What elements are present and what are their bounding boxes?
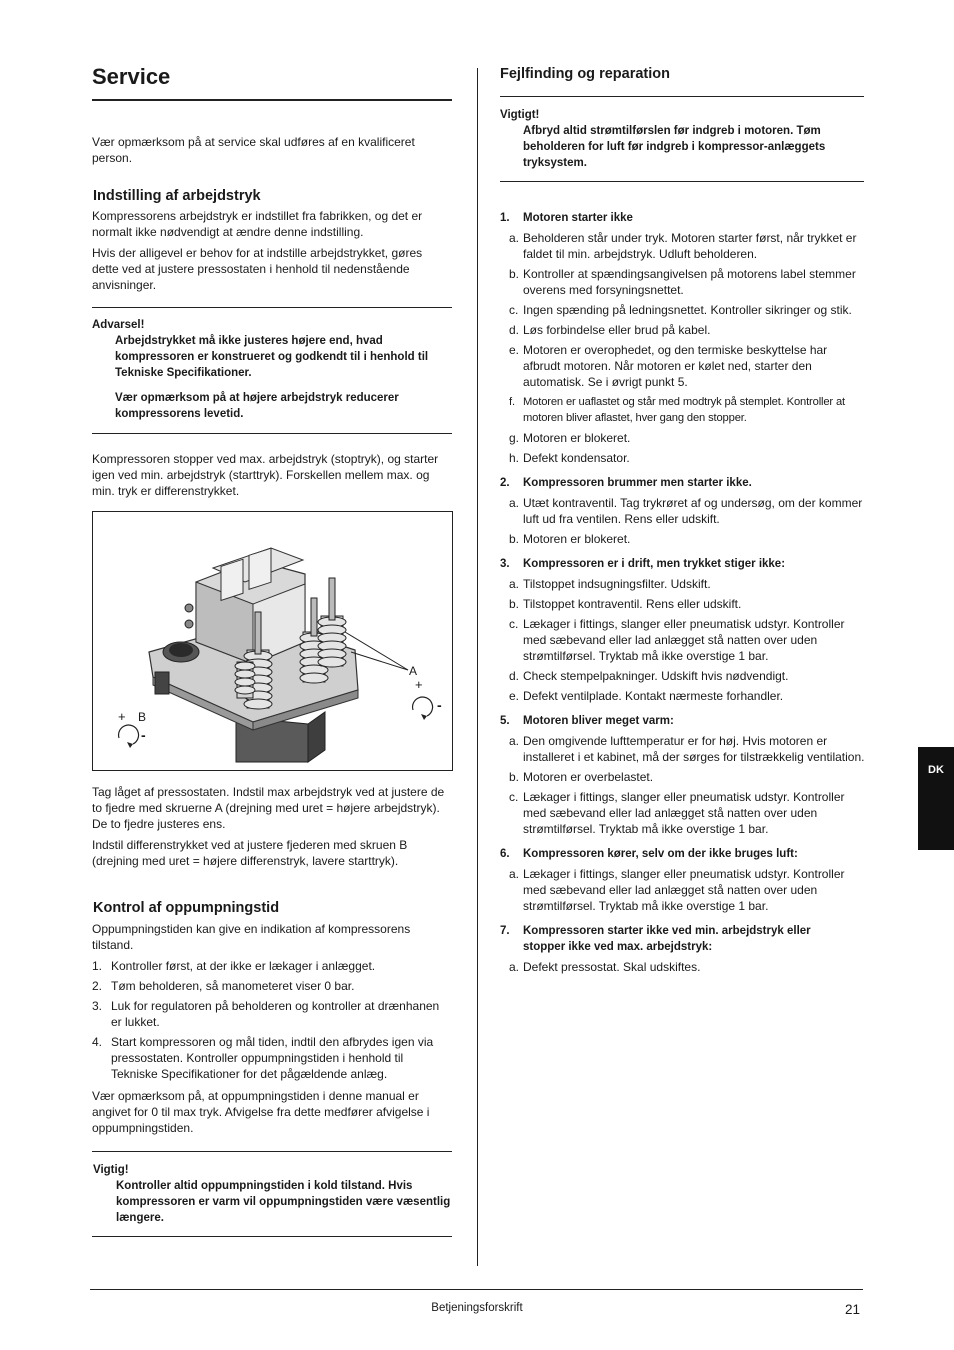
working-pressure-p2: Hvis der alligevel er behov for at indstille arbejdstrykket, gøres dette ved at justere pressostaten i henhold til nedenstående anvisninger.: [92, 246, 423, 292]
label-screw-b: B: [138, 710, 147, 724]
warning-rule-bottom: [92, 433, 452, 434]
troubleshooting-rule-top: [500, 96, 864, 97]
fault-heading: 6. Kompressoren kører, selv om der ikke bruges luft:: [500, 848, 798, 860]
label-minus-b: -: [141, 727, 146, 743]
label-minus-a: -: [437, 697, 442, 713]
list-item: a. Lækager i fittings, slanger eller pneumatisk udstyr. Kontroller med sæbevand eller lad anlægget stå natten over uden strømtilførsel. Tryktab må ikke overstige 1 bar.: [509, 867, 845, 913]
list-item: 3. Luk for regulatoren på beholderen og kontroller at drænhanen er lukket.: [92, 999, 440, 1029]
footer-rule: [90, 1289, 863, 1290]
list-item: c. Lækager i fittings, slanger eller pneumatisk udstyr. Kontroller med sæbevand eller lad anlægget stå natten over uden strømtilførsel. Tryktab må ikke overstige 1 bar.: [509, 790, 845, 836]
important-body: Kontroller altid oppumpningstiden i kold tilstand. Hvis kompressoren er varm vil oppumpningstiden være væsentlig længere.: [116, 1180, 451, 1224]
fault-items: [500, 576, 866, 704]
fault-items: [500, 866, 866, 914]
warning-line-1: Arbejdstrykket må ikke justeres højere end, hvad kompressoren er konstrueret og godkendt til i henhold til Tekniske Specifikationer.: [115, 335, 429, 379]
list-item: 1. Kontroller først, at der ikke er lækager i anlægget.: [92, 959, 376, 973]
pump-up-intro: Oppumpningstiden kan give en indikation af kompressorens tilstand.: [92, 922, 411, 952]
list-item: c. Ingen spænding på ledningsnettet. Kontroller sikringer og stik.: [509, 303, 852, 317]
pressure-switch-figure: [92, 511, 453, 771]
heading-troubleshooting: Fejlfinding og reparation: [500, 66, 670, 82]
list-item: a. Den omgivende lufttemperatur er for høj. Hvis motoren er installeret i et kabinet, må der sørges for tilstrækkelig ventilation.: [509, 734, 865, 764]
title-rule: [92, 99, 452, 101]
list-item: b. Tilstoppet kontraventil. Rens eller udskift.: [509, 597, 742, 611]
page-title: Service: [92, 64, 171, 89]
list-item: 2. Tøm beholderen, så manometeret viser 0 bar.: [92, 979, 355, 993]
column-divider: [477, 68, 478, 1266]
pump-up-steps: [92, 958, 452, 1086]
fault-items: [500, 959, 866, 975]
fault-heading: 2. Kompressoren brummer men starter ikke.: [500, 477, 752, 489]
working-pressure-p1: Kompressorens arbejdstryk er indstillet fra fabrikken, og det er normalt ikke nødvendigt at ændre denne indstilling.: [92, 209, 423, 239]
list-item: b. Motoren er blokeret.: [509, 532, 631, 546]
important-rule-bottom: [92, 1236, 452, 1237]
list-item: d. Check stempelpakninger. Udskift hvis nødvendigt.: [509, 669, 789, 683]
list-item: d. Løs forbindelse eller brud på kabel.: [509, 323, 711, 337]
label-plus-a: +: [415, 677, 423, 692]
pump-up-outro: Vær opmærksom på, at oppumpningstiden i denne manual er angivet for 0 til max tryk. Afvigelse fra dette medfører afvigelse i oppumpningstiden.: [92, 1089, 430, 1135]
adjust-paragraph-2: Indstil differenstrykket ved at justere fjederen med skruen B (drejning med uret = højere differenstryk, lavere starttryk).: [92, 838, 408, 868]
important-title: Vigtigt!: [500, 109, 540, 121]
list-item: a. Utæt kontraventil. Tag trykrøret af og undersøg, om der kommer luft ud fra ventilen. Rens eller udskift.: [509, 496, 863, 526]
pressure-switch-illustration: [93, 512, 452, 770]
service-intro: Vær opmærksom på at service skal udføres af en kvalificeret person.: [92, 135, 415, 165]
important-box-right: [500, 107, 864, 171]
label-plus-b: +: [118, 709, 126, 724]
warning-title: Advarsel!: [92, 319, 145, 331]
fault-items: [500, 495, 866, 547]
warning-line-2: Vær opmærksom på at højere arbejdstryk reducerer kompressorens levetid.: [115, 392, 399, 420]
list-item: b. Kontroller at spændingsangivelsen på motorens label stemmer overens med forsyningsnettet.: [509, 267, 856, 297]
list-item: b. Motoren er overbelastet.: [509, 770, 654, 784]
fault-heading: 7. Kompressoren starter ikke ved min. arbejdstryk eller stopper ikke ved max. arbejdstryk:: [500, 925, 811, 953]
important-body: Afbryd altid strømtilførslen før indgreb i motoren. Tøm beholderen for luft før indgreb i kompressor-anlæggets tryksystem.: [523, 125, 826, 169]
list-item: g. Motoren er blokeret.: [509, 431, 631, 445]
fault-items: [500, 733, 866, 837]
important-title: Vigtig!: [93, 1164, 129, 1176]
fault-heading: 3. Kompressoren er i drift, men trykket stiger ikke:: [500, 558, 786, 570]
list-item: a. Beholderen står under tryk. Motoren starter først, når trykket er faldet til min. arbejdstryk. Udluft beholderen.: [509, 231, 857, 261]
list-item: c. Lækager i fittings, slanger eller pneumatisk udstyr. Kontroller med sæbevand eller lad anlægget stå natten over uden strømtilførsel. Tryktab må ikke overstige 1 bar.: [509, 617, 845, 663]
troubleshooting-rule-bottom: [500, 181, 864, 182]
footer-title: Betjeningsforskrift: [431, 1302, 523, 1314]
troubleshooting-list: [500, 210, 866, 979]
warning-box: [92, 317, 454, 422]
language-tab: DK: [918, 747, 954, 850]
list-item: a. Defekt pressostat. Skal udskiftes.: [509, 960, 701, 974]
page-number: 21: [845, 1302, 861, 1317]
fault-items: [500, 230, 866, 466]
list-item: e. Motoren er overophedet, og den termiske beskyttelse har afbrudt motoren. Når motoren er kølet ned, starter den automatisk. Se i øvrigt punkt 5.: [509, 343, 828, 389]
stop-start-paragraph: Kompressoren stopper ved max. arbejdstryk (stoptryk), og starter igen ved min. arbejdstryk (starttryk). Forskellen mellem max. og min. tryk er differenstrykket.: [92, 452, 439, 498]
fault-heading: 5. Motoren bliver meget varm:: [500, 715, 674, 727]
warning-rule-top: [92, 307, 452, 308]
important-box-left: [93, 1162, 455, 1226]
list-item: 4. Start kompressoren og mål tiden, indtil den afbrydes igen via pressostaten. Kontroller oppumpningstiden i henhold til Tekniske Specifikationer for det pågældende anlæg.: [92, 1035, 434, 1081]
heading-pump-up-time: Kontrol af oppumpningstid: [93, 900, 280, 916]
important-rule-top: [92, 1151, 452, 1152]
label-screw-a: A: [409, 664, 418, 678]
heading-working-pressure: Indstilling af arbejdstryk: [93, 188, 261, 204]
fault-heading: 1. Motoren starter ikke: [500, 212, 633, 224]
list-item: e. Defekt ventilplade. Kontakt nærmeste forhandler.: [509, 689, 784, 703]
adjust-paragraph-1: Tag låget af pressostaten. Indstil max arbejdstryk ved at justere de to fjedre med skruerne A (drejning med uret = højere arbejdstryk). De to fjedre justeres ens.: [92, 785, 445, 831]
list-item: h. Defekt kondensator.: [509, 451, 630, 465]
list-item: f. Motoren er uaflastet og står med modtryk på stemplet. Kontroller at motoren bliver aflastet, hver gang den stopper.: [509, 396, 845, 424]
list-item: a. Tilstoppet indsugningsfilter. Udskift.: [509, 577, 711, 591]
